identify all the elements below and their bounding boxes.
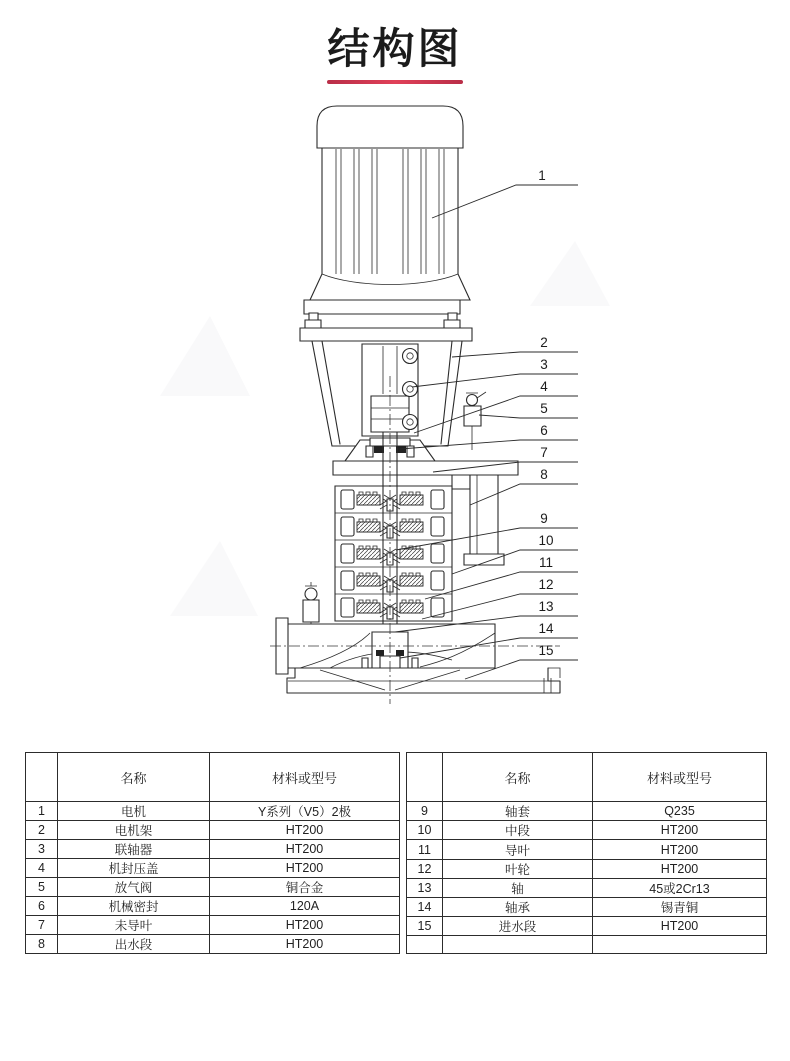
table-cell-material: HT200 [593,859,767,878]
table-cell-no: 11 [407,840,443,859]
callout-leader-2 [452,352,578,357]
table-cell-no: 5 [26,878,58,897]
table-cell-material: 锡青铜 [593,897,767,916]
motor-cap [317,106,463,148]
title-underline [327,80,463,84]
callout-numbers [538,168,554,658]
table-row [26,802,400,821]
table-cell-no: 12 [407,859,443,878]
table-row [26,878,400,897]
callout-label-12: 12 [538,577,554,593]
table-cell-name: 未导叶 [58,916,210,935]
table-cell-no: 1 [26,802,58,821]
callout-label-9: 9 [540,511,548,527]
table-cell-name: 机封压盖 [58,859,210,878]
table-cell-material: HT200 [593,916,767,935]
callout-label-5: 5 [540,401,548,417]
header-material: 材料或型号 [210,753,400,802]
table-cell-material: 45或2Cr13 [593,878,767,897]
table-cell-material: HT200 [210,916,400,935]
table-cell-no: 4 [26,859,58,878]
table-row [26,897,400,916]
motor-bracket [300,313,472,446]
table-cell-no: 3 [26,840,58,859]
callout-label-2: 2 [540,335,548,351]
callout-label-6: 6 [540,423,548,439]
callout-leader-4 [414,396,578,433]
table-cell-name: 进水段 [443,916,593,935]
pump-structure-diagram [0,86,790,746]
callout-label-1: 1 [538,168,546,184]
callout-leader-3 [412,374,578,387]
motor-neck [318,314,448,328]
motor-flange [304,300,460,314]
callout-label-7: 7 [540,445,548,461]
callout-label-4: 4 [540,379,548,395]
callout-label-13: 13 [538,599,554,615]
table-cell-name: 机械密封 [58,897,210,916]
callout-label-11: 11 [538,555,554,571]
table-cell-name: 导叶 [443,840,593,859]
table-cell-material [593,936,767,954]
table-cell-material: HT200 [210,840,400,859]
table-row [26,821,400,840]
table-cell-no [407,936,443,954]
table-row [26,840,400,859]
table-cell-name: 叶轮 [443,859,593,878]
table-row [407,821,767,840]
table-row [26,916,400,935]
table-cell-no: 13 [407,878,443,897]
header-name: 名称 [58,753,210,802]
table-cell-no: 9 [407,802,443,821]
table-header-row [407,753,767,802]
table-cell-no: 6 [26,897,58,916]
table-row [407,878,767,897]
motor [304,106,470,328]
header-no [26,753,58,802]
table-cell-material: HT200 [210,935,400,954]
callout-label-3: 3 [540,357,548,373]
callout-label-8: 8 [540,467,548,483]
table-cell-material: Q235 [593,802,767,821]
table-cell-name [443,936,593,954]
table-cell-material: HT200 [593,840,767,859]
table-row [407,897,767,916]
table-row [407,840,767,859]
table-cell-name: 轴承 [443,897,593,916]
table-cell-no: 10 [407,821,443,840]
page-title: 结构图 [327,25,463,72]
table-cell-name: 电机架 [58,821,210,840]
table-cell-name: 出水段 [58,935,210,954]
table-cell-material: Y系列（V5）2极 [210,802,400,821]
parts-tables [0,752,790,954]
table-row [407,802,767,821]
header-name: 名称 [443,753,593,802]
motor-body [310,148,470,300]
table-cell-name: 轴套 [443,802,593,821]
table-header-row [26,753,400,802]
air-valve [464,392,486,450]
table-cell-material: HT200 [210,821,400,840]
callout-leader-5 [479,415,578,418]
table-cell-no: 7 [26,916,58,935]
callout-leader-6 [400,440,578,449]
table-cell-name: 轴 [443,878,593,897]
table-cell-name: 联轴器 [58,840,210,859]
table-cell-material: 铜合金 [210,878,400,897]
table-cell-name: 电机 [58,802,210,821]
callout-label-14: 14 [538,621,554,637]
table-cell-no: 15 [407,916,443,935]
table-cell-material: HT200 [210,859,400,878]
table-cell-no: 14 [407,897,443,916]
table-row [26,859,400,878]
parts-table-left [25,752,400,954]
parts-table-right [406,752,767,954]
table-row [26,935,400,954]
table-cell-material: 120A [210,897,400,916]
table-cell-name: 放气阀 [58,878,210,897]
header-no [407,753,443,802]
table-cell-name: 中段 [443,821,593,840]
table-row [407,936,767,954]
table-cell-no: 8 [26,935,58,954]
table-row [407,916,767,935]
table-row [407,859,767,878]
coupling-bolt-holes [403,349,418,430]
bracket-plate [300,328,472,341]
callout-label-10: 10 [538,533,554,549]
table-cell-material: HT200 [593,821,767,840]
table-cell-no: 2 [26,821,58,840]
header-material: 材料或型号 [593,753,767,802]
base [287,668,560,693]
callout-label-15: 15 [538,643,554,659]
